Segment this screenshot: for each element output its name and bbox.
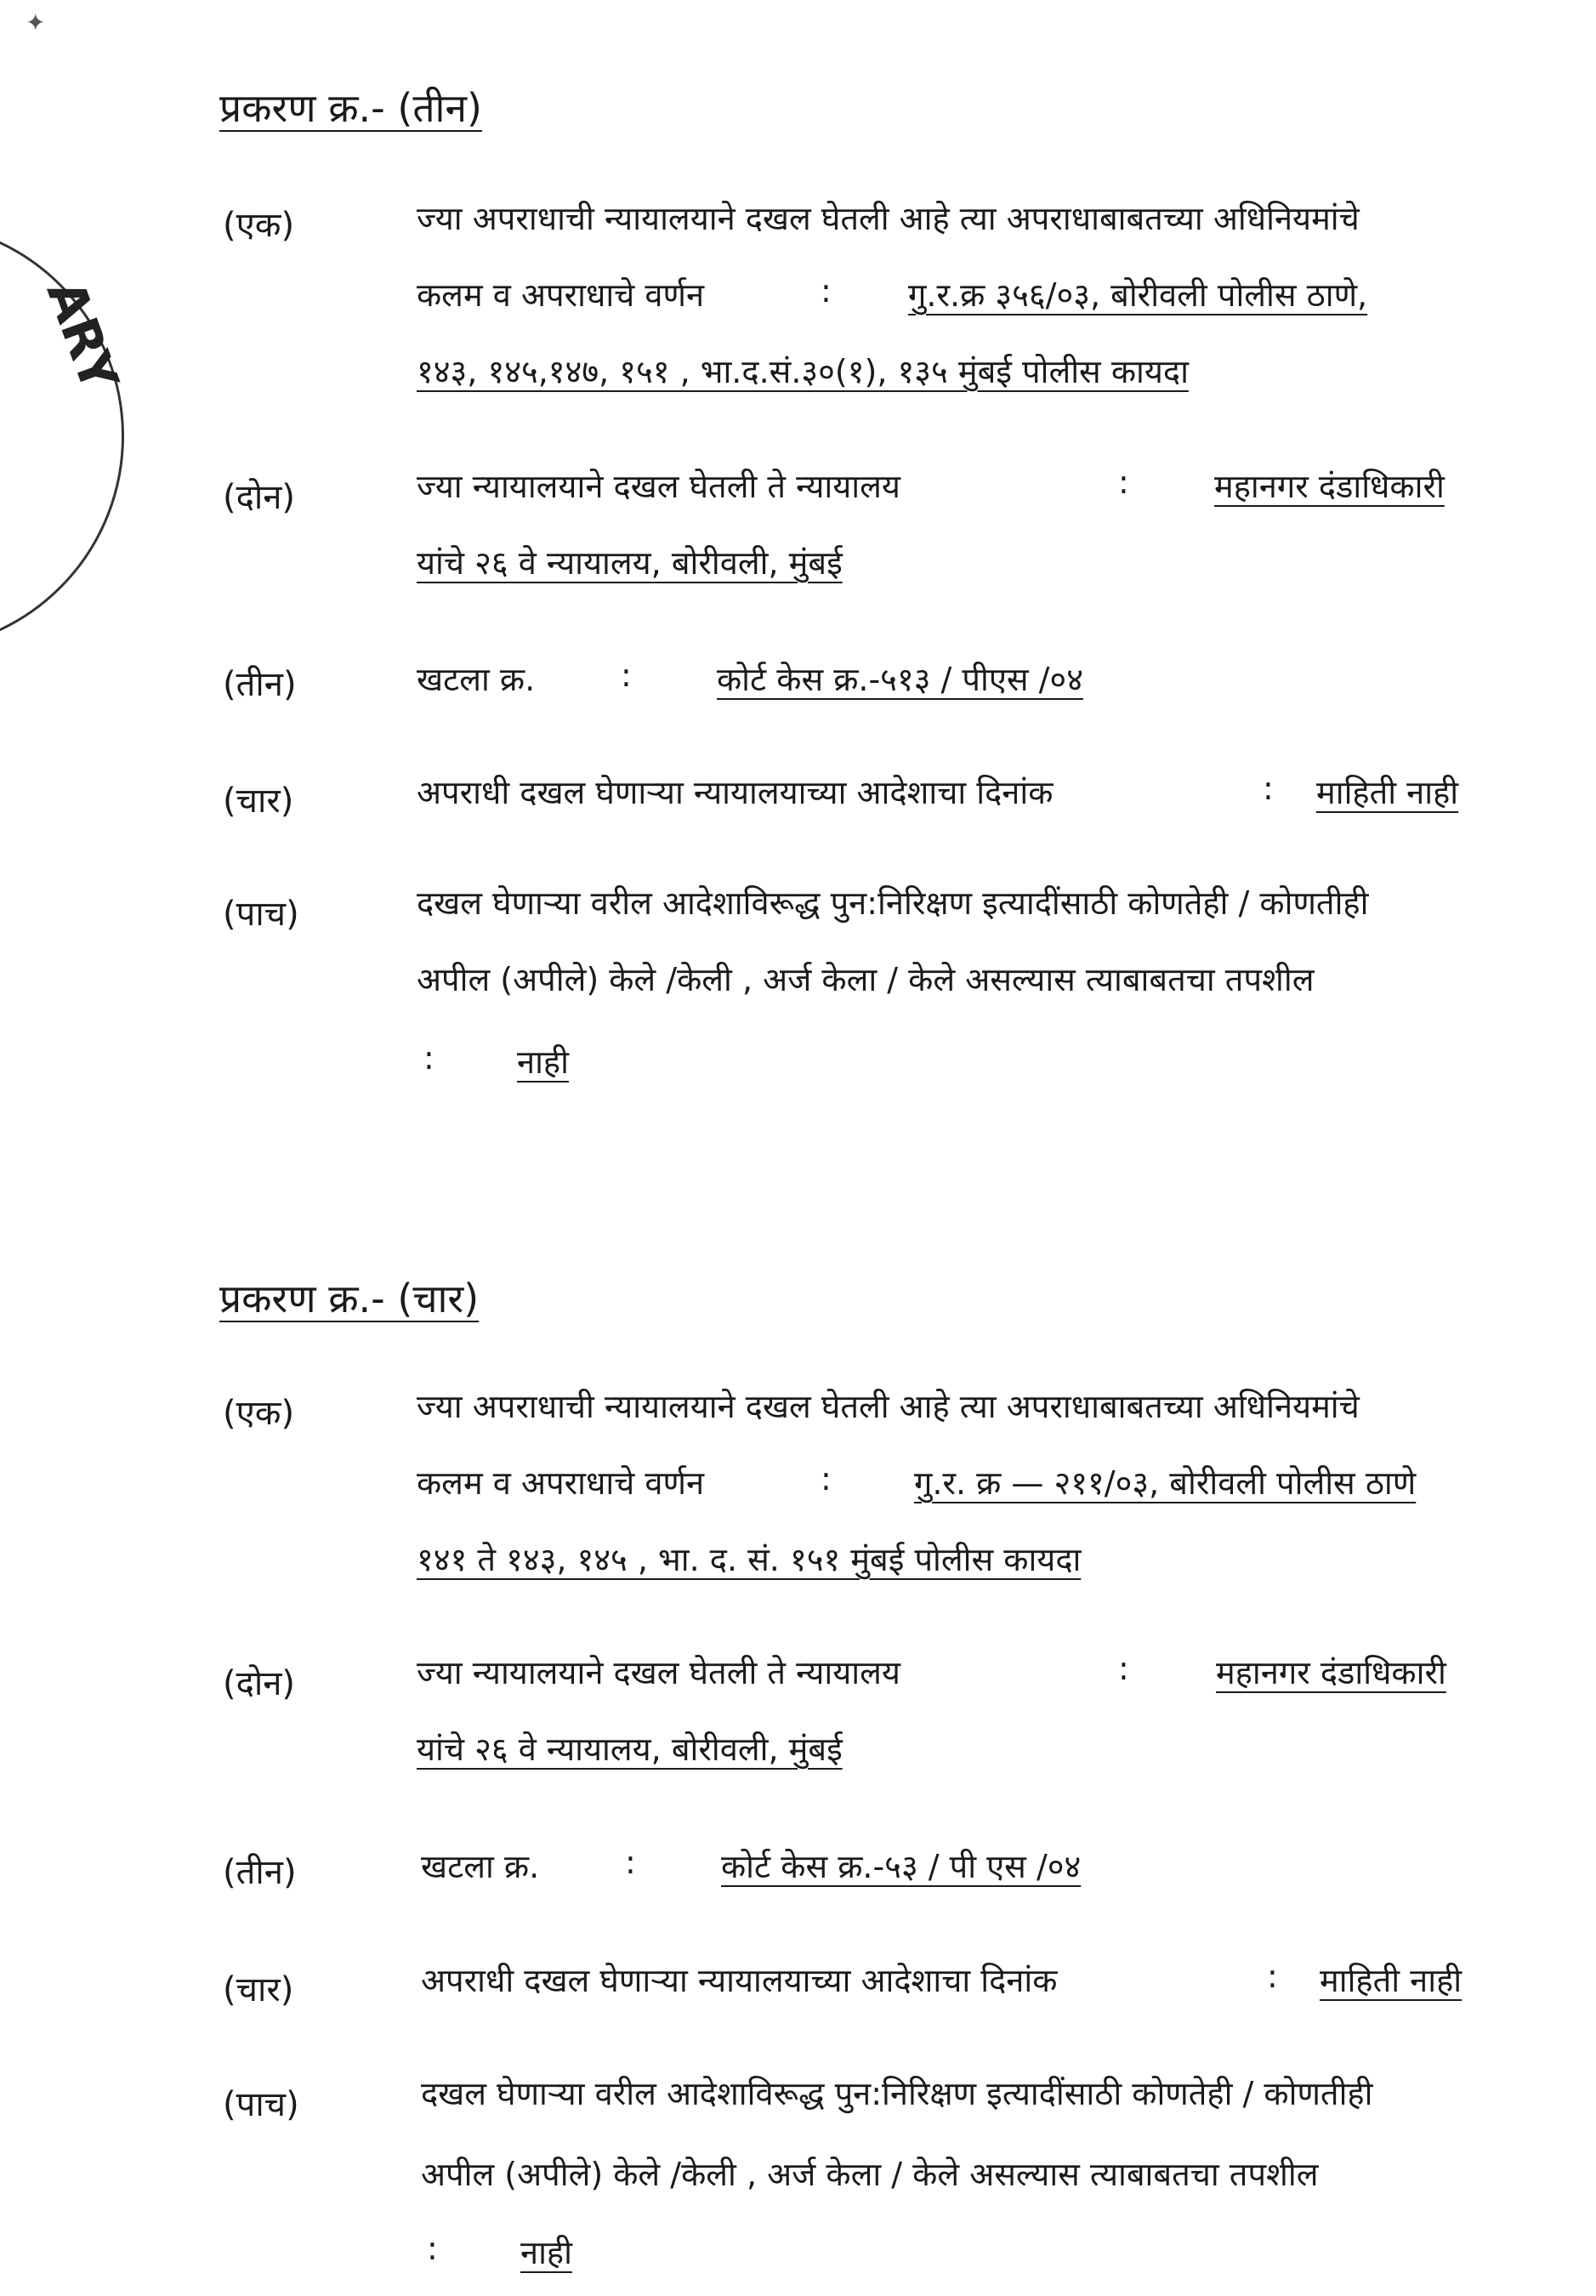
item-number: (तीन) — [223, 665, 297, 704]
item-label: अपराधी दखल घेणाऱ्या न्यायालयाच्या आदेशाचा दिनांक — [417, 774, 1054, 811]
item-colon: : — [625, 1844, 636, 1881]
item-colon: : — [1118, 463, 1129, 501]
item-label: खटला क्र. — [421, 1848, 540, 1885]
item-text: ज्या अपराधाची न्यायालयाने दखल घेतली आहे त्या अपराधाबाबतच्या अधिनियमांचे — [417, 200, 1360, 237]
corner-mark: ✦ — [26, 9, 46, 37]
item-value: माहिती नाही — [1316, 774, 1459, 811]
item-colon: : — [423, 1039, 434, 1077]
item-value: कोर्ट केस क्र.-५३ / पी एस /०४ — [721, 1848, 1082, 1885]
item-value: कोर्ट केस क्र.-५१३ / पीएस /०४ — [717, 661, 1083, 698]
item-colon: : — [1263, 770, 1274, 807]
item-text: ज्या न्यायालयाने दखल घेतली ते न्यायालय — [417, 1654, 900, 1691]
item-value: गु.र. क्र — २११/०३, बोरीवली पोलीस ठाणे — [914, 1464, 1417, 1502]
item-value: महानगर दंडाधिकारी — [1216, 1654, 1446, 1691]
item-colon: : — [1267, 1958, 1278, 1995]
item-colon: : — [821, 1460, 832, 1498]
item-number: (एक) — [223, 206, 295, 245]
item-value: गु.र.क्र ३५६/०३, बोरीवली पोलीस ठाणे, — [908, 276, 1368, 314]
item-text: ज्या अपराधाची न्यायालयाने दखल घेतली आहे त्या अपराधाबाबतच्या अधिनियमांचे — [417, 1388, 1360, 1425]
item-value: यांचे २६ वे न्यायालय, बोरीवली, मुंबई — [417, 1731, 843, 1768]
item-number: (चार) — [223, 781, 294, 821]
section-heading: प्रकरण क्र.- (चार) — [219, 1276, 480, 1321]
item-label: कलम व अपराधाचे वर्णन — [417, 276, 705, 314]
item-number: (चार) — [223, 1970, 294, 2009]
item-text: दखल घेणाऱ्या वरील आदेशाविरूद्ध पुन:निरिक्षण इत्यादींसाठी कोणतेही / कोणतीही — [421, 2075, 1373, 2112]
item-value: नाही — [520, 2234, 572, 2271]
item-label: अपराधी दखल घेणाऱ्या न्यायालयाच्या आदेशाचा दिनांक — [421, 1962, 1058, 1999]
item-colon: : — [621, 656, 632, 694]
item-colon: : — [1118, 1650, 1129, 1687]
item-value: महानगर दंडाधिकारी — [1214, 468, 1445, 505]
item-value: १४१ ते १४३, १४५ , भा. द. सं. १५१ मुंबई पोलीस कायदा — [417, 1541, 1082, 1578]
item-text: दखल घेणाऱ्या वरील आदेशाविरूद्ध पुन:निरिक्षण इत्यादींसाठी कोणतेही / कोणतीही — [417, 884, 1369, 922]
section-heading: प्रकरण क्र.- (तीन) — [219, 85, 482, 131]
item-number: (पाच) — [223, 2085, 299, 2124]
item-value: १४३, १४५,१४७, १५१ , भा.द.सं.३०(१), १३५ मुंबई पोलीस कायदा — [417, 353, 1189, 390]
item-number: (पाच) — [223, 895, 299, 934]
item-label: खटला क्र. — [417, 661, 536, 698]
stamp-letters: ARY — [34, 272, 130, 400]
item-label: कलम व अपराधाचे वर्णन — [417, 1464, 705, 1502]
item-value: यांचे २६ वे न्यायालय, बोरीवली, मुंबई — [417, 544, 843, 582]
item-value: नाही — [517, 1043, 569, 1081]
item-text: ज्या न्यायालयाने दखल घेतली ते न्यायालय — [417, 468, 900, 505]
item-colon: : — [821, 272, 832, 310]
item-number: (दोन) — [223, 478, 296, 517]
item-value: माहिती नाही — [1320, 1962, 1463, 1999]
item-number: (दोन) — [223, 1664, 296, 1703]
item-number: (तीन) — [223, 1853, 297, 1892]
item-colon: : — [427, 2230, 438, 2267]
item-number: (एक) — [223, 1394, 295, 1433]
item-text: अपील (अपीले) केले /केली , अर्ज केला / केले असल्यास त्याबाबतचा तपशील — [417, 961, 1315, 998]
item-text: अपील (अपीले) केले /केली , अर्ज केला / केले असल्यास त्याबाबतचा तपशील — [421, 2156, 1319, 2193]
